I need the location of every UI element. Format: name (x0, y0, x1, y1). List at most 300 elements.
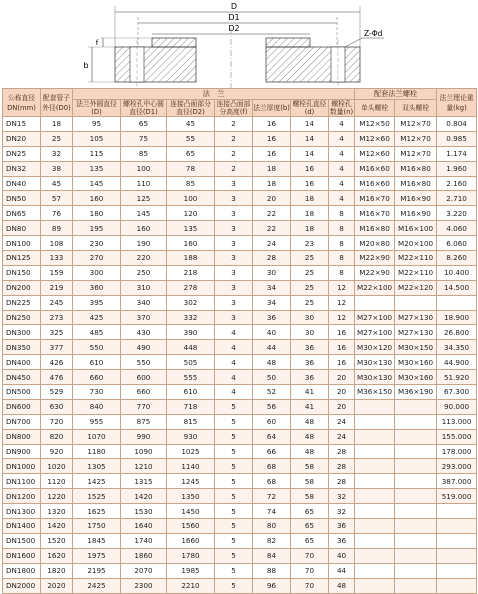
table-cell: 5 (215, 414, 253, 429)
table-cell: 2.160 (437, 176, 477, 191)
table-cell: 610 (73, 355, 121, 370)
table-cell (395, 444, 437, 459)
table-cell: 4 (329, 146, 355, 161)
table-cell (437, 533, 477, 548)
table-row (3, 265, 477, 280)
table-cell: M16×60 (355, 176, 395, 191)
table-cell: 476 (41, 370, 73, 385)
table-cell: 12 (329, 295, 355, 310)
table-cell: 30 (291, 310, 329, 325)
table-cell: DN450 (3, 370, 41, 385)
table-cell: 155.000 (437, 429, 477, 444)
table-row (3, 161, 477, 176)
table-cell: 2210 (167, 578, 215, 593)
table-cell: 1560 (167, 519, 215, 534)
table-cell: 230 (73, 236, 121, 251)
table-cell: DN2000 (3, 578, 41, 593)
table-cell: 52 (253, 385, 291, 400)
table-cell (395, 519, 437, 534)
table-cell: 78 (167, 161, 215, 176)
table-cell: 4 (215, 325, 253, 340)
table-cell: 58 (291, 474, 329, 489)
table-cell: DN1300 (3, 504, 41, 519)
table-cell: 3 (215, 191, 253, 206)
table-cell: DN1000 (3, 459, 41, 474)
table-cell: M36×190 (395, 385, 437, 400)
table-cell: 820 (41, 429, 73, 444)
table-cell: 120 (167, 206, 215, 221)
table-cell: DN350 (3, 340, 41, 355)
table-cell: 68 (253, 474, 291, 489)
table-cell: DN1400 (3, 519, 41, 534)
header-face-dia: 连接凸面部分直径(D2) (167, 100, 215, 117)
table-cell: 5 (215, 444, 253, 459)
table-cell: 48 (291, 444, 329, 459)
dim-label-D1: D1 (228, 13, 240, 22)
table-cell: 16 (329, 325, 355, 340)
table-cell: M20×80 (355, 236, 395, 251)
table-cell: 36 (291, 355, 329, 370)
table-cell: 529 (41, 385, 73, 400)
table-cell: 16 (329, 355, 355, 370)
table-cell: 48 (253, 355, 291, 370)
table-cell: 90.000 (437, 399, 477, 414)
header-single-bolt: 单头螺栓 (355, 100, 395, 117)
table-cell (437, 504, 477, 519)
table-cell: 65 (291, 519, 329, 534)
table-cell: 32 (329, 504, 355, 519)
table-row (3, 399, 477, 414)
table-cell: 1245 (167, 474, 215, 489)
table-cell: 60 (253, 414, 291, 429)
table-cell: 730 (73, 385, 121, 400)
table-row (3, 444, 477, 459)
dim-label-f: f (95, 39, 99, 47)
table-cell: 1530 (121, 504, 167, 519)
table-cell: DN200 (3, 280, 41, 295)
table-cell: 1750 (73, 519, 121, 534)
table-cell: 4 (215, 385, 253, 400)
table-cell (355, 459, 395, 474)
table-cell (437, 563, 477, 578)
table-cell: 840 (73, 399, 121, 414)
table-cell: 1450 (167, 504, 215, 519)
table-cell: 4 (329, 191, 355, 206)
table-cell: 25 (41, 131, 73, 146)
table-cell: 3 (215, 280, 253, 295)
table-cell: 245 (41, 295, 73, 310)
table-cell: 16 (291, 176, 329, 191)
table-cell: 4 (329, 117, 355, 132)
table-cell: 55 (167, 131, 215, 146)
header-weight: 法兰理论重量(kg) (437, 89, 477, 117)
table-cell: 555 (167, 370, 215, 385)
table-cell: 65 (121, 117, 167, 132)
table-cell: 38 (41, 161, 73, 176)
table-cell: 34 (253, 295, 291, 310)
table-cell: 72 (253, 489, 291, 504)
table-row (3, 206, 477, 221)
table-cell: 3.220 (437, 206, 477, 221)
table-cell: 28 (329, 444, 355, 459)
table-cell (395, 459, 437, 474)
table-cell (395, 548, 437, 563)
table-cell: M22×120 (395, 280, 437, 295)
table-cell: 28 (253, 251, 291, 266)
table-row (3, 355, 477, 370)
table-cell: M22×100 (355, 280, 395, 295)
table-cell (355, 504, 395, 519)
table-row (3, 325, 477, 340)
table-cell: 100 (121, 161, 167, 176)
table-cell: 550 (121, 355, 167, 370)
table-cell: DN80 (3, 221, 41, 236)
dim-label-D: D (230, 2, 238, 11)
table-cell: M22×110 (395, 265, 437, 280)
table-cell: 22 (253, 221, 291, 236)
table-cell: 188 (167, 251, 215, 266)
table-cell: 20 (329, 399, 355, 414)
table-cell: 14 (291, 146, 329, 161)
table-cell: 0.985 (437, 131, 477, 146)
table-cell: 660 (73, 370, 121, 385)
table-cell: 110 (121, 176, 167, 191)
table-cell: 36 (329, 533, 355, 548)
table-cell: 550 (73, 340, 121, 355)
table-cell: M27×130 (395, 310, 437, 325)
table-row (3, 146, 477, 161)
table-cell: 1845 (73, 533, 121, 548)
table-cell (355, 578, 395, 593)
table-cell: DN250 (3, 310, 41, 325)
table-cell: 70 (291, 563, 329, 578)
table-cell: DN15 (3, 117, 41, 132)
table-row (3, 519, 477, 534)
table-cell: DN25 (3, 146, 41, 161)
table-cell: 12 (329, 310, 355, 325)
table-cell: 14 (291, 131, 329, 146)
table-cell: 36 (291, 370, 329, 385)
table-row (3, 429, 477, 444)
table-cell: 8 (329, 236, 355, 251)
table-cell: 3 (215, 206, 253, 221)
table-cell (395, 295, 437, 310)
table-cell: DN400 (3, 355, 41, 370)
table-cell: 14.500 (437, 280, 477, 295)
table-row (3, 176, 477, 191)
table-cell: 24 (253, 236, 291, 251)
table-cell: 8 (329, 206, 355, 221)
table-cell: 1315 (121, 474, 167, 489)
table-cell: 1350 (167, 489, 215, 504)
header-group-flange: 法 兰 (73, 89, 355, 100)
table-cell: 387.000 (437, 474, 477, 489)
table-cell (355, 519, 395, 534)
table-cell: 310 (121, 280, 167, 295)
table-cell: 2.710 (437, 191, 477, 206)
table-cell: 58 (291, 489, 329, 504)
table-cell: 32 (329, 489, 355, 504)
table-cell (355, 429, 395, 444)
table-cell: 24 (329, 429, 355, 444)
table-cell: 25 (291, 265, 329, 280)
table-cell: 12 (329, 280, 355, 295)
table-cell: 70 (291, 548, 329, 563)
table-row (3, 280, 477, 295)
table-cell: 219 (41, 280, 73, 295)
table-cell: 178.000 (437, 444, 477, 459)
table-cell: 135 (167, 221, 215, 236)
table-cell: M30×130 (355, 370, 395, 385)
table-cell: 1220 (41, 489, 73, 504)
table-cell: 1180 (73, 444, 121, 459)
table-cell (355, 489, 395, 504)
table-cell: 390 (167, 325, 215, 340)
table-cell: 64 (253, 429, 291, 444)
table-cell: 25 (291, 251, 329, 266)
flange-drawing (0, 0, 478, 88)
header-group-bolt: 配套法兰螺栓 (355, 89, 437, 100)
table-cell: M12×70 (395, 131, 437, 146)
table-cell: M16×90 (395, 191, 437, 206)
table-cell: 76 (41, 206, 73, 221)
table-cell: 340 (121, 295, 167, 310)
table-row (3, 474, 477, 489)
table-cell: 220 (121, 251, 167, 266)
table-cell: 145 (121, 206, 167, 221)
table-cell: M30×160 (395, 355, 437, 370)
table-cell: 16 (253, 146, 291, 161)
table-cell: 115 (73, 146, 121, 161)
table-cell: 1640 (121, 519, 167, 534)
table-cell: 88 (253, 563, 291, 578)
table-cell: 3 (215, 251, 253, 266)
table-cell: 44 (253, 340, 291, 355)
table-cell: M16×100 (395, 221, 437, 236)
table-row (3, 459, 477, 474)
table-cell: 65 (291, 533, 329, 548)
header-double-bolt: 双头螺栓 (395, 100, 437, 117)
table-cell: 5 (215, 548, 253, 563)
table-cell: 18 (253, 176, 291, 191)
table-cell: DN40 (3, 176, 41, 191)
table-cell: 1660 (167, 533, 215, 548)
table-cell: 30 (291, 325, 329, 340)
table-row (3, 131, 477, 146)
table-cell: 1070 (73, 429, 121, 444)
table-cell: 718 (167, 399, 215, 414)
table-cell: M16×80 (395, 161, 437, 176)
table-cell: 16 (291, 161, 329, 176)
table-cell: 28 (329, 474, 355, 489)
table-cell: 10.400 (437, 265, 477, 280)
table-cell: 1.960 (437, 161, 477, 176)
table-cell (355, 563, 395, 578)
table-cell: DN1200 (3, 489, 41, 504)
table-cell: 195 (73, 221, 121, 236)
table-cell (437, 519, 477, 534)
table-cell: 485 (73, 325, 121, 340)
table-cell: 1625 (73, 504, 121, 519)
table-cell: 2 (215, 146, 253, 161)
table-cell: DN1100 (3, 474, 41, 489)
table-row (3, 489, 477, 504)
table-cell: 18.900 (437, 310, 477, 325)
table-row (3, 310, 477, 325)
dim-label-bolt: Z-Φd (364, 29, 383, 38)
table-cell: 66 (253, 444, 291, 459)
table-cell: 190 (121, 236, 167, 251)
table-cell: 84 (253, 548, 291, 563)
table-cell: 32 (41, 146, 73, 161)
table-cell: 1210 (121, 459, 167, 474)
table-cell: M30×160 (395, 370, 437, 385)
table-cell: 26.800 (437, 325, 477, 340)
table-cell: 5 (215, 399, 253, 414)
table-cell: 3 (215, 236, 253, 251)
table-cell: 75 (121, 131, 167, 146)
table-cell: M22×90 (355, 265, 395, 280)
table-cell: 160 (167, 236, 215, 251)
table-cell: 1025 (167, 444, 215, 459)
table-cell: 3 (215, 265, 253, 280)
table-cell: 1.174 (437, 146, 477, 161)
table-cell: M20×100 (395, 236, 437, 251)
table-cell: 25 (291, 295, 329, 310)
header-pipe-od: 配套管子外径(D0) (41, 89, 73, 117)
table-cell: 56 (253, 399, 291, 414)
table-row (3, 385, 477, 400)
table-cell (395, 399, 437, 414)
table-cell: 2070 (121, 563, 167, 578)
table-cell: 273 (41, 310, 73, 325)
table-cell: 5 (215, 519, 253, 534)
table-cell: M12×60 (355, 131, 395, 146)
table-cell: 1780 (167, 548, 215, 563)
table-cell: 65 (291, 504, 329, 519)
table-header-row (3, 100, 477, 117)
table-cell: 105 (73, 131, 121, 146)
table-cell: 1420 (41, 519, 73, 534)
table-cell: 300 (73, 265, 121, 280)
table-cell: 8 (329, 265, 355, 280)
table-cell: 490 (121, 340, 167, 355)
table-cell: 16 (253, 131, 291, 146)
table-cell: 270 (73, 251, 121, 266)
table-row (3, 340, 477, 355)
table-cell: 50 (253, 370, 291, 385)
table-cell: 448 (167, 340, 215, 355)
table-cell: 36 (291, 340, 329, 355)
table-cell: 1520 (41, 533, 73, 548)
table-cell (355, 474, 395, 489)
table-cell: 4 (329, 176, 355, 191)
table-cell: M30×130 (355, 355, 395, 370)
table-cell: 16 (253, 117, 291, 132)
table-cell: 8 (329, 251, 355, 266)
table-cell: M27×130 (395, 325, 437, 340)
table-cell: 5 (215, 429, 253, 444)
table-cell: 1740 (121, 533, 167, 548)
table-cell: 18 (253, 161, 291, 176)
table-cell: DN600 (3, 399, 41, 414)
table-row (3, 251, 477, 266)
table-cell: 70 (291, 578, 329, 593)
table-cell: 875 (121, 414, 167, 429)
table-cell: 370 (121, 310, 167, 325)
table-cell: M27×100 (355, 310, 395, 325)
table-cell: 41 (291, 385, 329, 400)
table-cell: 1320 (41, 504, 73, 519)
table-cell (395, 474, 437, 489)
table-cell: 720 (41, 414, 73, 429)
table-cell: DN800 (3, 429, 41, 444)
table-cell: 377 (41, 340, 73, 355)
table-cell: 51.920 (437, 370, 477, 385)
table-cell: 85 (167, 176, 215, 191)
table-cell (355, 295, 395, 310)
table-cell: 955 (73, 414, 121, 429)
table-cell (355, 399, 395, 414)
table-cell: 1425 (73, 474, 121, 489)
table-cell: 96 (253, 578, 291, 593)
table-cell: DN150 (3, 265, 41, 280)
table-row (3, 563, 477, 578)
table-cell: 65 (167, 146, 215, 161)
table-cell: 3 (215, 221, 253, 236)
table-cell: 45 (167, 117, 215, 132)
table-cell (395, 578, 437, 593)
table-cell: 5 (215, 459, 253, 474)
header-flange-od: 法兰外圆直径(D) (73, 100, 121, 117)
table-cell: DN1800 (3, 563, 41, 578)
header-hole-count: 螺栓孔数量(n) (329, 100, 354, 116)
table-cell: 41 (291, 399, 329, 414)
table-cell: 34.350 (437, 340, 477, 355)
table-cell: 18 (291, 221, 329, 236)
table-cell: M16×70 (355, 191, 395, 206)
table-cell: 218 (167, 265, 215, 280)
table-cell: 660 (121, 385, 167, 400)
table-cell: 89 (41, 221, 73, 236)
table-cell: DN32 (3, 161, 41, 176)
table-cell: 180 (73, 206, 121, 221)
table-cell: 28 (329, 459, 355, 474)
table-row (3, 117, 477, 132)
table-cell: 2195 (73, 563, 121, 578)
table-cell: 25 (291, 280, 329, 295)
table-cell: 278 (167, 280, 215, 295)
table-row (3, 533, 477, 548)
table-cell: 2 (215, 161, 253, 176)
table-cell: 135 (73, 161, 121, 176)
table-row (3, 548, 477, 563)
table-cell: 4 (215, 355, 253, 370)
table-cell (395, 429, 437, 444)
table-cell (395, 533, 437, 548)
table-cell: 2300 (121, 578, 167, 593)
header-bolt-circle: 螺栓孔中心圆直径(D1) (121, 100, 167, 117)
table-cell: 5 (215, 474, 253, 489)
table-cell: DN65 (3, 206, 41, 221)
table-cell: 30 (253, 265, 291, 280)
table-cell: 3 (215, 176, 253, 191)
table-row (3, 414, 477, 429)
table-cell: 85 (121, 146, 167, 161)
table-cell: 44 (329, 563, 355, 578)
table-cell: 1420 (121, 489, 167, 504)
table-cell: M12×70 (395, 146, 437, 161)
